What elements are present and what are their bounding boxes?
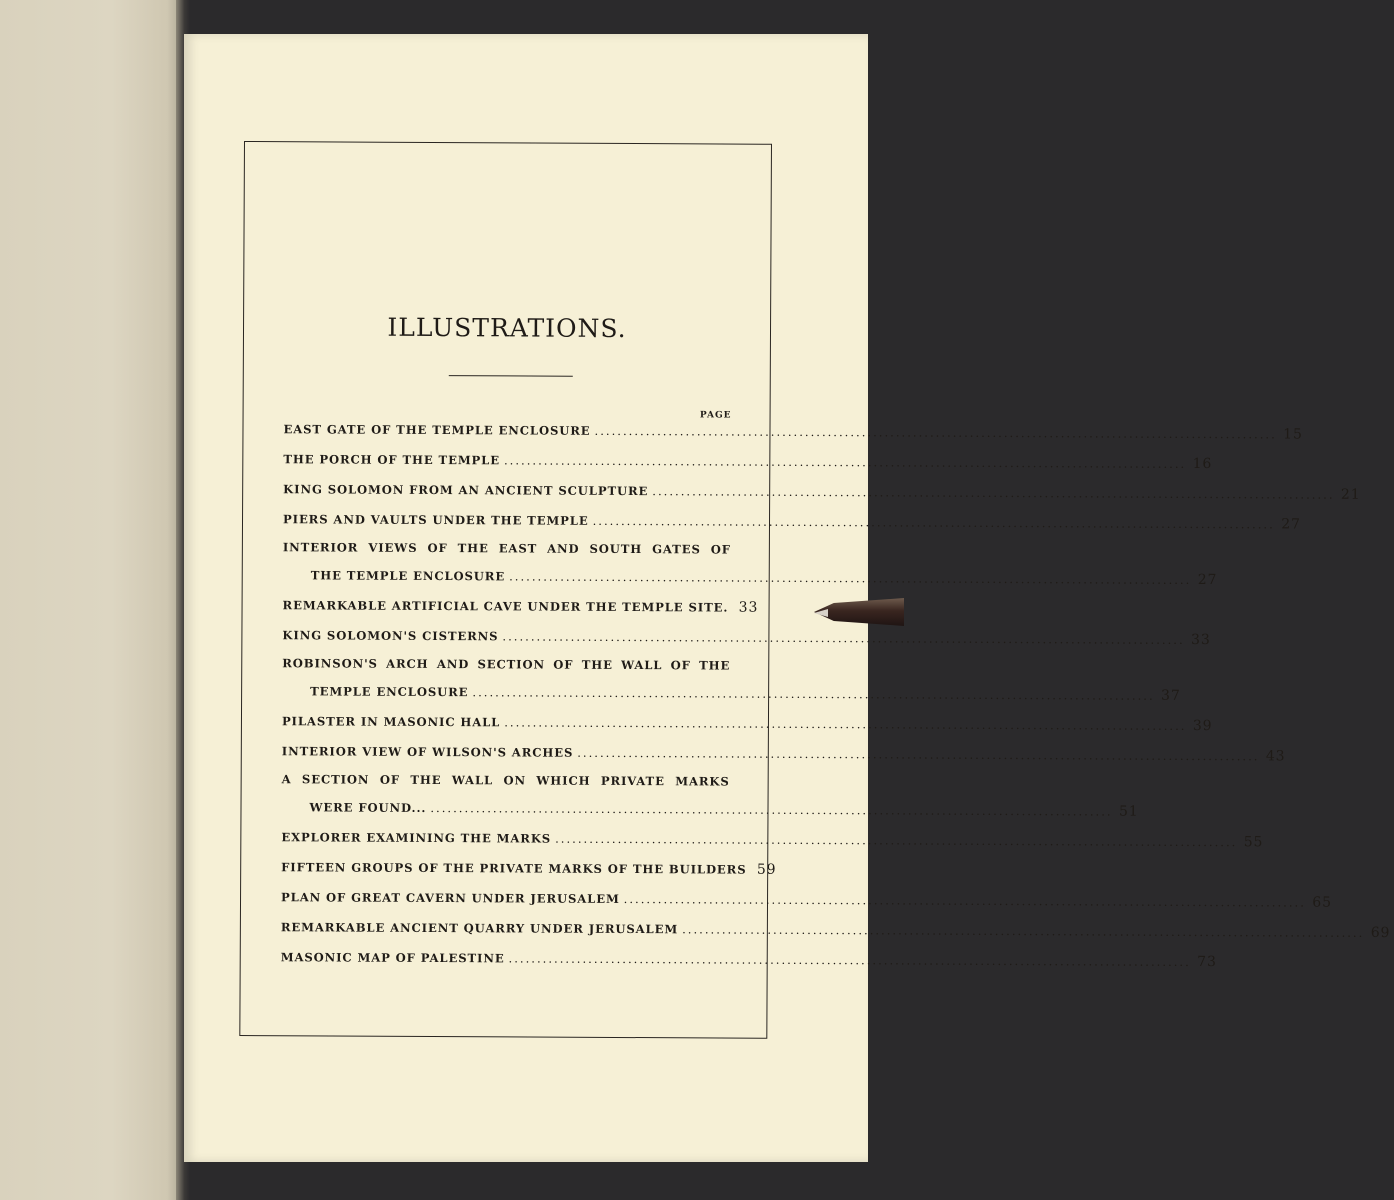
entry-row	[281, 852, 777, 884]
leader-dots: ........................................................................................................................	[555, 831, 1238, 850]
entry-title-line: INTERIOR VIEWS OF THE EAST AND SOUTH GATES OF	[282, 540, 731, 557]
entry-row	[283, 474, 1361, 506]
leader-dots: ........................................................................................................................	[623, 891, 1306, 910]
list-item	[281, 882, 1332, 914]
page-number: 73	[1197, 954, 1217, 971]
list-item	[283, 414, 1303, 446]
entry-row	[280, 912, 1391, 944]
entry-row	[280, 942, 1217, 974]
illustrations-list	[280, 414, 1391, 974]
entry-row	[281, 882, 1332, 914]
entry-title: WERE FOUND...	[309, 800, 427, 815]
list-item	[283, 474, 1361, 506]
entry-title: REMARKABLE ARTIFICIAL CAVE UNDER THE TEMPLE SITE.	[282, 598, 729, 615]
list-item	[280, 942, 1217, 974]
entry-title: TEMPLE ENCLOSURE	[310, 684, 469, 700]
entry-title: THE PORCH OF THE TEMPLE	[283, 452, 501, 468]
list-item	[282, 620, 1211, 652]
entry-row	[281, 736, 1286, 768]
page-number: 27	[1197, 571, 1218, 589]
entry-title: EAST GATE OF THE TEMPLE ENCLOSURE	[283, 422, 591, 438]
page-number: 37	[1161, 687, 1181, 704]
entry-title: REMARKABLE ANCIENT QUARRY UNDER JERUSALEM	[280, 920, 679, 937]
leader-dots: ........................................................................................................................	[503, 453, 1187, 471]
entry-title: PIERS AND VAULTS UNDER THE TEMPLE	[282, 512, 589, 528]
list-item	[282, 534, 1218, 592]
page-number: 43	[1265, 748, 1286, 765]
leader-dots: ........................................................................................................................	[509, 569, 1192, 587]
entry-row	[281, 792, 1139, 824]
entry-row	[281, 706, 1213, 738]
facing-blank-page	[0, 0, 186, 1200]
entry-row	[281, 822, 1264, 854]
list-item	[281, 706, 1213, 738]
title-rule	[449, 375, 573, 377]
leader-dots: ........................................................................................................................	[472, 685, 1155, 703]
entry-row	[282, 590, 759, 622]
entry-row	[282, 620, 1211, 652]
list-item	[282, 590, 759, 622]
page-number: 65	[1312, 894, 1332, 911]
entry-title: EXPLORER EXAMINING THE MARKS	[281, 830, 552, 846]
leader-dots: ........................................................................................................................	[504, 715, 1187, 733]
leader-dots: ........................................................................................................................	[652, 484, 1335, 502]
leader-dots: ........................................................................................................................	[508, 951, 1191, 969]
page-title: ILLUSTRATIONS.	[387, 312, 627, 344]
list-item	[280, 912, 1391, 944]
page-number: 69	[1370, 924, 1391, 942]
list-item	[281, 822, 1264, 854]
entry-title: INTERIOR VIEW OF WILSON'S ARCHES	[281, 744, 574, 760]
entry-row	[282, 676, 1181, 708]
entry-row	[283, 444, 1213, 476]
list-item	[281, 852, 777, 884]
entry-title: KING SOLOMON FROM AN ANCIENT SCULPTURE	[283, 482, 649, 499]
list-item	[281, 766, 1139, 824]
page-number: 55	[1243, 834, 1264, 851]
leader-dots: ........................................................................................................................	[594, 423, 1277, 442]
leader-dots: ........................................................................................................................	[592, 513, 1275, 532]
list-item	[282, 504, 1301, 536]
page-number: 16	[1192, 455, 1213, 473]
entry-title: THE TEMPLE ENCLOSURE	[310, 568, 506, 584]
page-number: 39	[1192, 717, 1213, 735]
leader-dots: ........................................................................................................................	[682, 922, 1365, 940]
list-item	[283, 444, 1213, 476]
list-item	[282, 650, 1181, 708]
entry-title: PLAN OF GREAT CAVERN UNDER JERUSALEM	[281, 890, 620, 906]
entry-title-line: ROBINSON'S ARCH AND SECTION OF THE WALL OF THE	[282, 656, 731, 673]
entry-title: MASONIC MAP OF PALESTINE	[280, 950, 505, 966]
page-number: 15	[1283, 426, 1303, 443]
entry-row	[282, 504, 1301, 536]
page-number: 21	[1340, 486, 1361, 503]
entry-title: FIFTEEN GROUPS OF THE PRIVATE MARKS OF THE BUILDERS	[281, 860, 747, 877]
leader-dots: ........................................................................................................................	[430, 800, 1113, 819]
leader-dots: ........................................................................................................................	[502, 629, 1185, 647]
page-column-header: PAGE	[699, 410, 732, 421]
entry-row	[283, 414, 1303, 446]
list-item	[281, 736, 1286, 768]
entry-row	[283, 560, 1218, 592]
page-number: 33	[738, 599, 759, 616]
page-number: 33	[1191, 631, 1211, 649]
page-border-frame	[239, 141, 1391, 1039]
entry-title: KING SOLOMON'S CISTERNS	[282, 628, 499, 644]
page-number: 59	[756, 861, 777, 878]
page-number: 27	[1281, 516, 1301, 533]
entry-title: PILASTER IN MASONIC HALL	[281, 714, 501, 730]
page-number: 51	[1118, 803, 1139, 820]
leader-dots: ........................................................................................................................	[577, 745, 1260, 764]
entry-title-line: A SECTION OF THE WALL ON WHICH PRIVATE MARKS	[281, 772, 730, 789]
